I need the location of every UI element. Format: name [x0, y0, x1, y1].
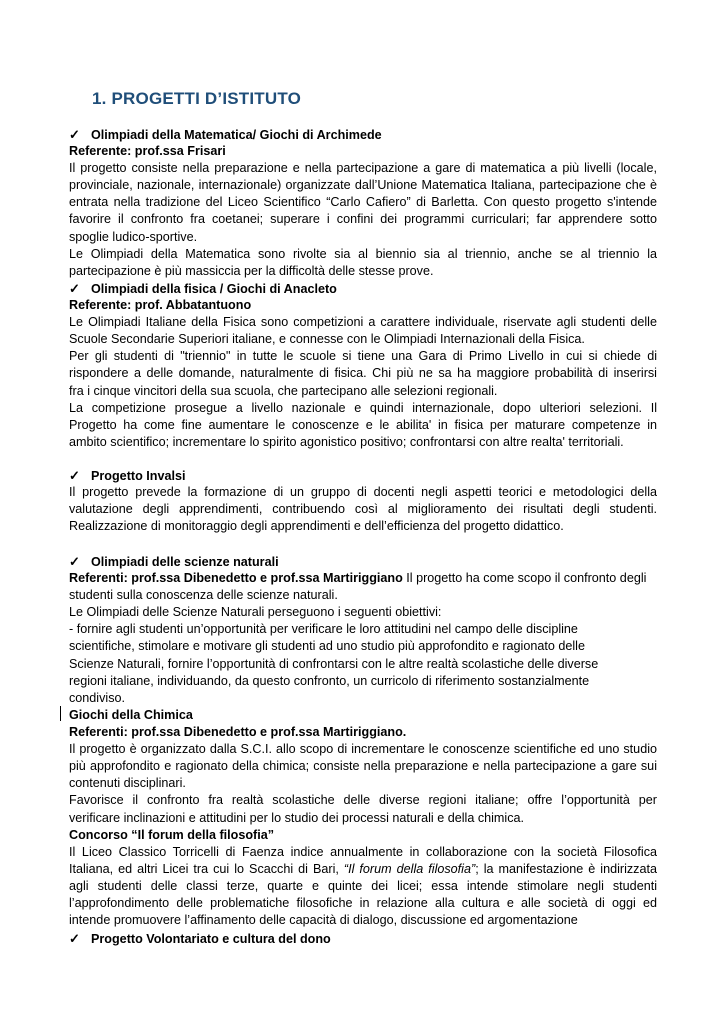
section-title: ✓ Olimpiadi della fisica / Giochi di Anacleto	[69, 281, 337, 296]
section-fisica	[69, 280, 657, 451]
text-cursor	[60, 706, 61, 721]
section-referente: Referenti: prof.ssa Dibenedetto e prof.ssa Martiriggiano.	[69, 725, 407, 740]
paragraph-line: Favorisce il confronto fra realtà scolastiche delle diverse regioni italiane; offre l’opportunità per	[69, 793, 657, 808]
checkmark-icon: ✓	[69, 468, 80, 483]
checkmark-icon: ✓	[69, 281, 80, 296]
paragraph-line: scientifiche, stimolare e motivare gli studenti ad uno studio più approfondito e ragionato delle	[69, 639, 585, 654]
paragraph-line: intende promuovere l’affinamento delle capacità di dialogo, discussione ed argomentazione	[69, 913, 578, 928]
paragraph-line: Scuole Secondarie Superiori italiane, e connesse con le Olimpiadi Internazionali della Fisica.	[69, 332, 585, 347]
paragraph-line: favorire il confronto fra coetanei; superare i confini dei programmi curriculari; far apprendere sotto	[69, 212, 657, 227]
checkmark-icon: ✓	[69, 127, 80, 142]
section-title: ✓ Olimpiadi delle scienze naturali	[69, 554, 279, 569]
paragraph-line: valutazione degli apprendimenti, contribuendo così al miglioramento dei risultati degli studenti.	[69, 502, 657, 517]
paragraph-line: partecipazione è più massiccia per la difficoltà delle stesse prove.	[69, 263, 434, 278]
paragraph-line: Progetto ha come fine aumentare le conoscenze e le abilita' in fisica per maturare competenze in	[69, 417, 657, 432]
paragraph-line: Per gli studenti di "triennio" in tutte le scuole si tiene una Gara di Primo Livello in cui si chiede di	[69, 349, 657, 364]
paragraph-line: Realizzazione di monitoraggio degli apprendimenti e dell’efficienza del progetto didattico.	[69, 519, 564, 534]
section-filosofia	[69, 827, 657, 930]
paragraph-line: provinciale, nazionale, internazionale) organizzate dall’Unione Matematica Italiana, partecipazione che è	[69, 178, 657, 193]
page-title: 1. PROGETTI D’ISTITUTO	[92, 89, 302, 108]
paragraph-line: spoglie ludico-sportive.	[69, 229, 198, 244]
section-referente: Referente: prof.ssa Frisari	[69, 144, 226, 159]
paragraph-line: fra i cinque vincitori della sua scuola, che partecipano alle selezioni regionali.	[69, 383, 498, 398]
paragraph-line: Le Olimpiadi della Matematica sono rivolte sia al biennio sia al triennio, anche se al triennio la	[69, 246, 657, 261]
paragraph-line: più approfondito e ragionato della chimica; consiste nella preparazione e nella partecipazione a gare sui	[69, 759, 657, 774]
paragraph-line: contenuti disciplinari.	[69, 776, 186, 791]
paragraph-line: entrata nella tradizione del Liceo Scientifico “Carlo Cafiero” di Barletta. Con questo progetto s'intende	[69, 195, 657, 210]
paragraph-line: l’approfondimento delle problematiche filosofiche in relazione alla cultura e alle società di oggi ed	[69, 896, 657, 911]
section-chimica	[69, 707, 657, 827]
paragraph-line: Il Liceo Classico Torricelli di Faenza indice annualmente in collaborazione con la società Filosofica	[69, 845, 657, 860]
paragraph-line: Il progetto prevede la formazione di un gruppo di docenti negli aspetti teorici e metodologici della	[69, 485, 657, 500]
paragraph-line: Scienze Naturali, fornire l’opportunità di confrontarsi con le altre realtà scolastiche delle diverse	[69, 656, 599, 671]
paragraph-line: condiviso.	[69, 690, 126, 705]
section-invalsi	[69, 467, 657, 535]
section-matematica	[69, 126, 657, 280]
section-volontariato	[69, 930, 657, 947]
paragraph-line: Le Olimpiadi delle Scienze Naturali perseguono i seguenti obiettivi:	[69, 605, 442, 620]
section-referente: Referenti: prof.ssa Dibenedetto e prof.ssa Martiriggiano	[69, 571, 403, 586]
paragraph-line: Le Olimpiadi Italiane della Fisica sono competizioni a carattere individuale, riservate agli studenti delle	[69, 315, 657, 330]
paragraph-line: Italiana, ed altri Licei tra cui lo Scacchi di Bari, “Il forum della filosofia”; la manifestazione è indirizzata	[69, 862, 657, 877]
paragraph-line: ambito scientifico; incrementare lo spirito agonistico positivo; confrontarsi con altre realta' territoriali.	[69, 434, 624, 449]
paragraph-line: verificare inclinazioni e attitudini per lo studio dei processi naturali e della chimica.	[69, 810, 525, 825]
paragraph-line: - fornire agli studenti un’opportunità per verificare le loro attitudini nel campo delle discipline	[69, 622, 578, 637]
paragraph-line: Il progetto consiste nella preparazione e nella partecipazione a gare di matematica a più livelli (locale,	[69, 161, 657, 176]
paragraph-line: regioni italiane, individuando, da questo confronto, un curricolo di riferimento sostanzialmente	[69, 673, 590, 688]
checkmark-icon: ✓	[69, 554, 80, 569]
paragraph-line: studenti sulla conoscenza delle scienze naturali.	[69, 588, 338, 603]
paragraph-line: rispondere a delle domande, naturalmente di fisica. Chi più ne sa ha maggiore probabilità di inserirsi	[69, 366, 657, 381]
paragraph-line: agli studenti delle classi terze, quarte e quinte dei licei; essa intende stimolare negli studenti	[69, 879, 657, 894]
section-title: ✓ Olimpiadi della Matematica/ Giochi di Archimede	[69, 127, 382, 142]
section-referente: Referente: prof. Abbatantuono	[69, 298, 252, 313]
paragraph-line: Il progetto è organizzato dalla S.C.I. allo scopo di incrementare le conoscenze scientifiche ed uno studio	[69, 742, 657, 757]
paragraph-line: Referenti: prof.ssa Dibenedetto e prof.ssa Martiriggiano Il progetto ha come scopo il confronto degli	[69, 571, 647, 586]
paragraph-line: La competizione prosegue a livello nazionale e quindi internazionale, dopo ulteriori selezioni. Il	[69, 400, 657, 415]
section-title: ✓ Progetto Invalsi	[69, 468, 186, 483]
section-title: ✓ Progetto Volontariato e cultura del dono	[69, 931, 331, 946]
section-title: Giochi della Chimica	[69, 708, 193, 722]
checkmark-icon: ✓	[69, 931, 80, 946]
section-scienze	[69, 553, 657, 707]
section-title: Concorso “Il forum della filosofia”	[69, 828, 275, 842]
